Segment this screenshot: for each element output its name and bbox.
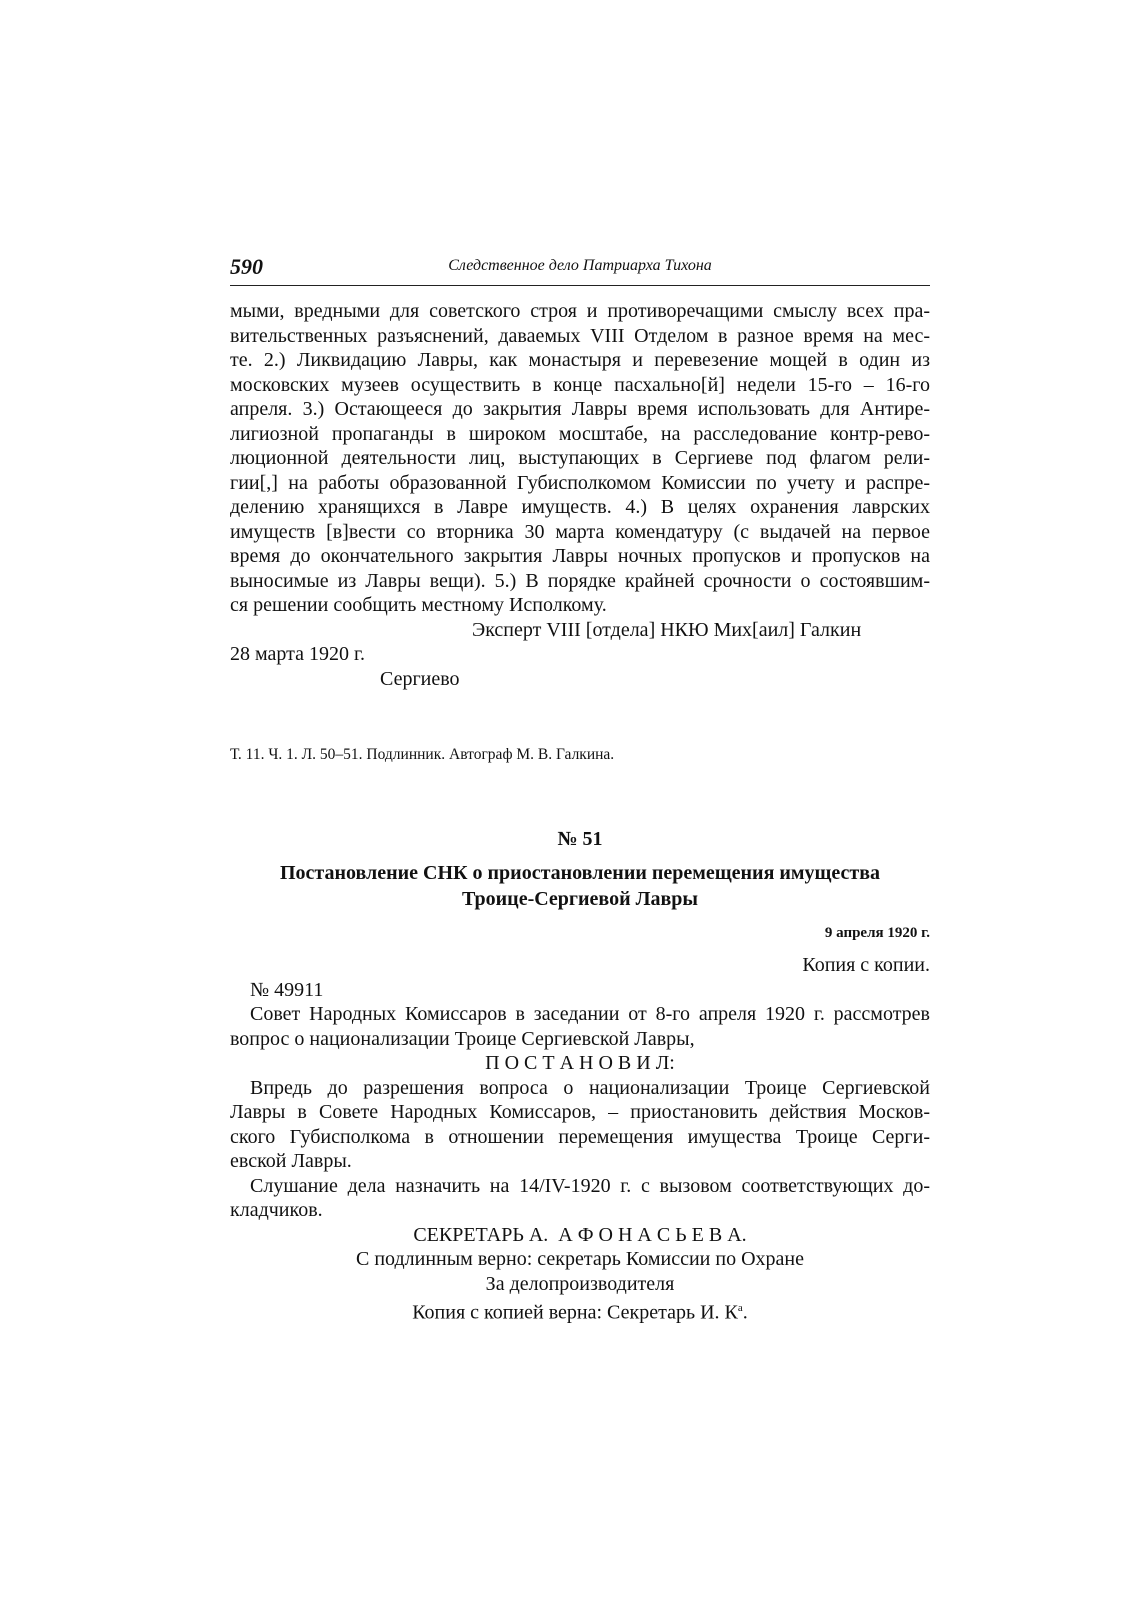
document-title	[230, 860, 930, 912]
document-date: 9 апреля 1920 г.	[824, 925, 930, 941]
text-line: ского Губисполкома в отношении перемещения имущества Троице Серги-	[230, 1125, 930, 1148]
letter-place: Сергиево	[380, 667, 460, 690]
text-line: люционной деятельности лиц, выступающих в Сергиеве под флагом рели-	[230, 447, 930, 469]
running-title: Следственное дело Патриарха Тихона	[448, 257, 712, 274]
secretary-signature: СЕКРЕТАРЬ А. А Ф О Н А С Ь Е В А.	[413, 1223, 747, 1246]
text-line: вопрос о национализации Троице Сергиевской Лавры,	[230, 1027, 695, 1050]
text-line: евской Лавры.	[230, 1150, 352, 1172]
text-line: мыми, вредными для советского строя и противоречащими смыслу всех пра-	[230, 300, 930, 322]
text-line: выносимые из Лавры вещи). 5.) В порядке крайней срочности о состоявшим-	[230, 569, 930, 592]
certification-copy	[230, 1296, 930, 1325]
copy-note: Копия с копии.	[802, 954, 930, 976]
text-line: московских музеев осуществить в конце пасхально[й] недели 15-го – 16-го	[230, 373, 930, 396]
text-line: Совет Народных Комиссаров в заседании от 8-го апреля 1920 г. рассмотрев	[250, 1003, 930, 1025]
text-line: апреля. 3.) Остающееся до закрытия Лавры время использовать для Антире-	[230, 398, 930, 420]
text-line: время до окончательного закрытия Лавры ночных пропусков и пропусков на	[230, 545, 930, 567]
text-line: гии[,] на работы образованной Губисполкомом Комиссии по учету и распре-	[230, 471, 930, 494]
text-line: Впредь до разрешения вопроса о национализации Троице Сергиевской	[250, 1076, 930, 1099]
letter-date: 28 марта 1920 г.	[230, 643, 365, 665]
document-body	[230, 953, 930, 1325]
text-line: кладчиков.	[230, 1199, 323, 1221]
document-number: № 51	[557, 828, 603, 850]
resolved-heading: П О С Т А Н О В И Л:	[485, 1052, 675, 1074]
text-line: Лавры в Совете Народных Комиссаров, – приостановить действия Москов-	[230, 1101, 930, 1123]
text-line: вительственных разъяснений, даваемых VIII Отделом в разное время на мес-	[230, 324, 930, 347]
for-clerk-line: За делопроизводителя	[485, 1272, 675, 1295]
archival-source-note: Т. 11. Ч. 1. Л. 50–51. Подлинник. Автограф М. В. Галкина.	[230, 746, 615, 763]
text-line: имуществ [в]вести со вторника 30 марта комендатуру (с выдачей на первое	[230, 520, 930, 543]
header-divider	[230, 285, 930, 286]
certification-copy-end: .	[742, 1301, 748, 1324]
text-line: делению хранящихся в Лавре имуществ. 4.) В целях охранения лаврских	[230, 496, 930, 518]
page-number: 590	[230, 254, 263, 279]
text-line: те. 2.) Ликвидацию Лавры, как монастыря и перевезение мощей в один из	[230, 349, 930, 371]
text-line: ся решении сообщить местному Исполкому.	[230, 594, 607, 616]
text-line: Слушание дела назначить на 14/IV-1920 г. с вызовом соответствующих до-	[250, 1174, 930, 1197]
text-line: лигиозной пропаганды в широком мосштабе, на расследование контр-рево-	[230, 422, 930, 445]
expert-signature: Эксперт VIII [отдела] НКЮ Мих[аил] Галкин	[472, 618, 862, 641]
certification-original: С подлинным верно: секретарь Комиссии по Охране	[356, 1248, 804, 1270]
document-title-line: Троице-Сергиевой Лавры	[461, 888, 699, 910]
page-header	[230, 254, 930, 284]
continuation-paragraph	[230, 299, 930, 691]
registration-number: № 49911	[250, 978, 324, 1001]
certification-copy-text: Копия с копией верна: Секретарь И. К	[412, 1301, 738, 1324]
document-title-line: Постановление СНК о приостановлении перемещения имущества	[279, 862, 881, 884]
certification-copy-superscript: а	[737, 1302, 743, 1314]
